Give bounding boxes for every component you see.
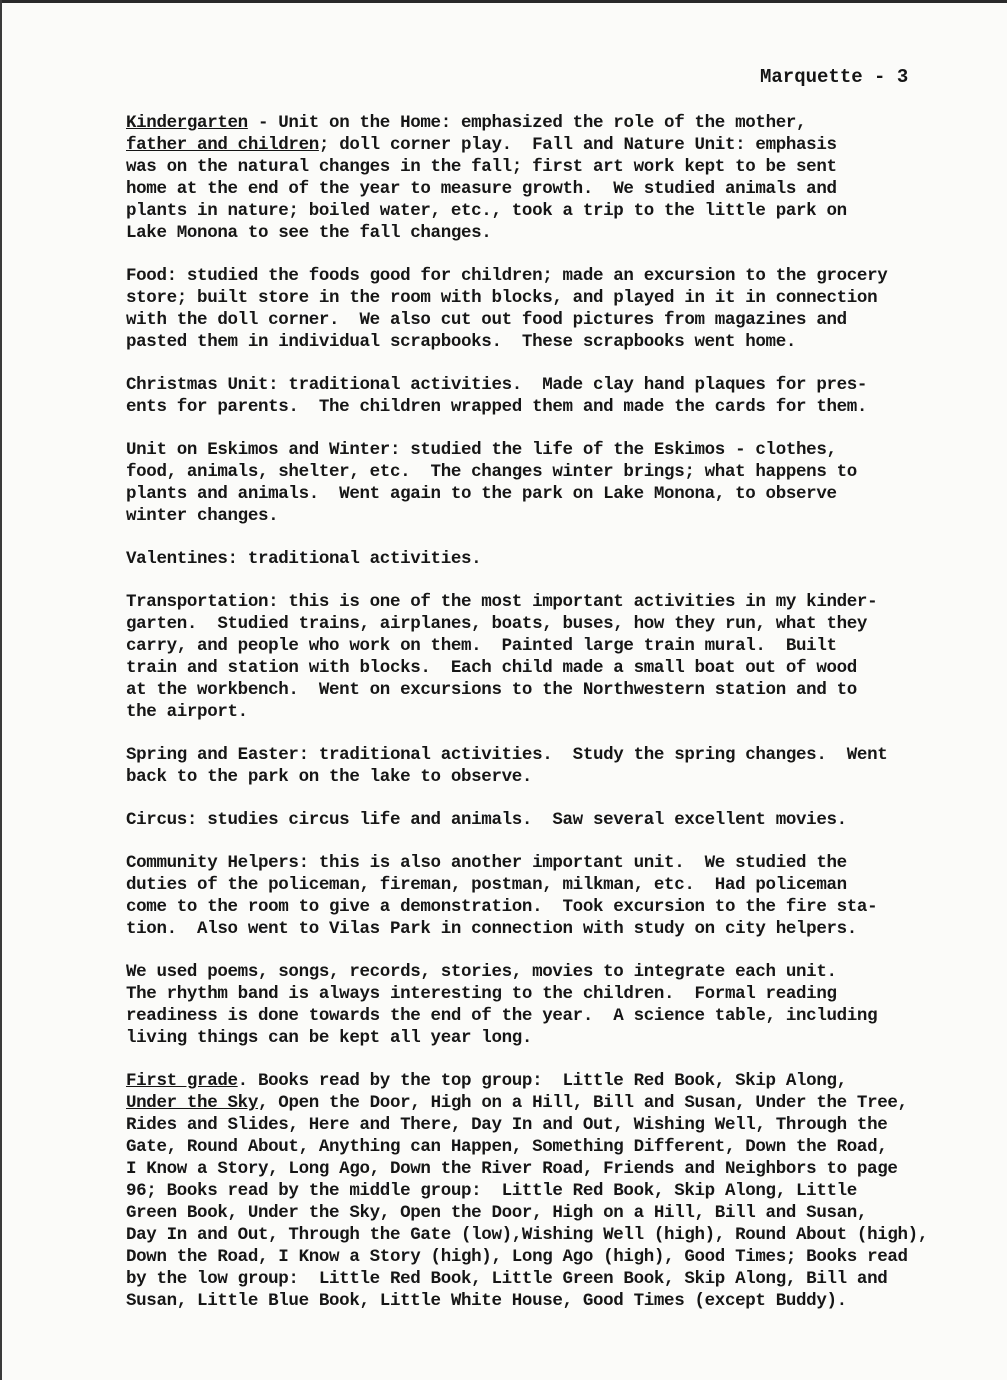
text-line: Down the Road, I Know a Story (high), Long Ago (high), Good Times; Books read [126,1247,908,1267]
text-line: Rides and Slides, Here and There, Day In and Out, Wishing Well, Through the [126,1115,888,1135]
paragraph-valentines [126,548,988,570]
text-line: train and station with blocks. Each child made a small boat out of wood [126,658,857,678]
text-line: store; built store in the room with blocks, and played in it in connection [126,288,878,308]
paragraph-transportation [126,591,988,723]
text-line: come to the room to give a demonstration. Took excursion to the fire sta- [126,897,878,917]
paragraph-integration [126,961,988,1049]
text-line: We used poems, songs, records, stories, movies to integrate each unit. [126,962,837,982]
text-line: Lake Monona to see the fall changes. [126,223,492,243]
text-line: home at the end of the year to measure growth. We studied animals and [126,179,837,199]
scan-edge-left [0,0,2,1380]
paragraph-community-helpers [126,852,988,940]
paragraph-christmas [126,374,988,418]
text-line: plants in nature; boiled water, etc., took a trip to the little park on [126,201,847,221]
text-line: Valentines: traditional activities. [126,549,482,569]
underlined-text: First grade [126,1071,238,1091]
underlined-text: father and children [126,135,319,155]
text-line: with the doll corner. We also cut out food pictures from magazines and [126,310,847,330]
underlined-text: Kindergarten [126,113,248,133]
text-line: the airport. [126,702,248,722]
paragraph-kindergarten [126,112,988,244]
text-line: winter changes. [126,506,279,526]
document-body [126,112,988,1333]
underlined-text: Under the Sky [126,1093,258,1113]
scan-edge-top [0,0,1007,3]
text-line: Food: studied the foods good for children; made an excursion to the grocery [126,266,888,286]
text-line: pasted them in individual scrapbooks. These scrapbooks went home. [126,332,797,352]
paragraph-circus [126,809,988,831]
text-line: Green Book, Under the Sky, Open the Door, High on a Hill, Bill and Susan, [126,1203,868,1223]
text-line: Community Helpers: this is also another important unit. We studied the [126,853,847,873]
paragraph-eskimos-winter [126,439,988,527]
text-line: back to the park on the lake to observe. [126,767,533,787]
text-line: was on the natural changes in the fall; first art work kept to be sent [126,157,837,177]
text-line: Christmas Unit: traditional activities. Made clay hand plaques for pres- [126,375,868,395]
text-line: living things can be kept all year long. [126,1028,533,1048]
text-line: 96; Books read by the middle group: Little Red Book, Skip Along, Little [126,1181,857,1201]
text-line: Susan, Little Blue Book, Little White House, Good Times (except Buddy). [126,1291,847,1311]
text-line: Day In and Out, Through the Gate (low),Wishing Well (high), Round About (high), [126,1225,928,1245]
text-line: Transportation: this is one of the most important activities in my kinder- [126,592,878,612]
text-line: tion. Also went to Vilas Park in connection with study on city helpers. [126,919,857,939]
text-line: garten. Studied trains, airplanes, boats, buses, how they run, what they [126,614,868,634]
page-label: Marquette - 3 [760,66,909,88]
text-line: The rhythm band is always interesting to the children. Formal reading [126,984,837,1004]
text-line: Spring and Easter: traditional activities. Study the spring changes. Went [126,745,888,765]
paragraph-food [126,265,988,353]
text-line: I Know a Story, Long Ago, Down the River Road, Friends and Neighbors to page [126,1159,898,1179]
text-line: at the workbench. Went on excursions to the Northwestern station and to [126,680,857,700]
text-line: by the low group: Little Red Book, Little Green Book, Skip Along, Bill and [126,1269,888,1289]
text-line: Unit on Eskimos and Winter: studied the life of the Eskimos - clothes, [126,440,837,460]
text-line: First grade. Books read by the top group: Little Red Book, Skip Along, [126,1071,847,1091]
text-line: father and children; doll corner play. Fall and Nature Unit: emphasis [126,135,837,155]
text-line: Gate, Round About, Anything can Happen, Something Different, Down the Road, [126,1137,888,1157]
text-line: Under the Sky, Open the Door, High on a Hill, Bill and Susan, Under the Tree, [126,1093,908,1113]
text-line: Circus: studies circus life and animals. Saw several excellent movies. [126,810,847,830]
paragraph-first-grade [126,1070,988,1312]
text-line: carry, and people who work on them. Painted large train mural. Built [126,636,837,656]
text-line: duties of the policeman, fireman, postman, milkman, etc. Had policeman [126,875,847,895]
text-line: Kindergarten - Unit on the Home: emphasized the role of the mother, [126,113,807,133]
text-line: food, animals, shelter, etc. The changes winter brings; what happens to [126,462,857,482]
text-line: ents for parents. The children wrapped them and made the cards for them. [126,397,868,417]
paragraph-spring-easter [126,744,988,788]
text-line: readiness is done towards the end of the year. A science table, including [126,1006,878,1026]
text-line: plants and animals. Went again to the park on Lake Monona, to observe [126,484,837,504]
